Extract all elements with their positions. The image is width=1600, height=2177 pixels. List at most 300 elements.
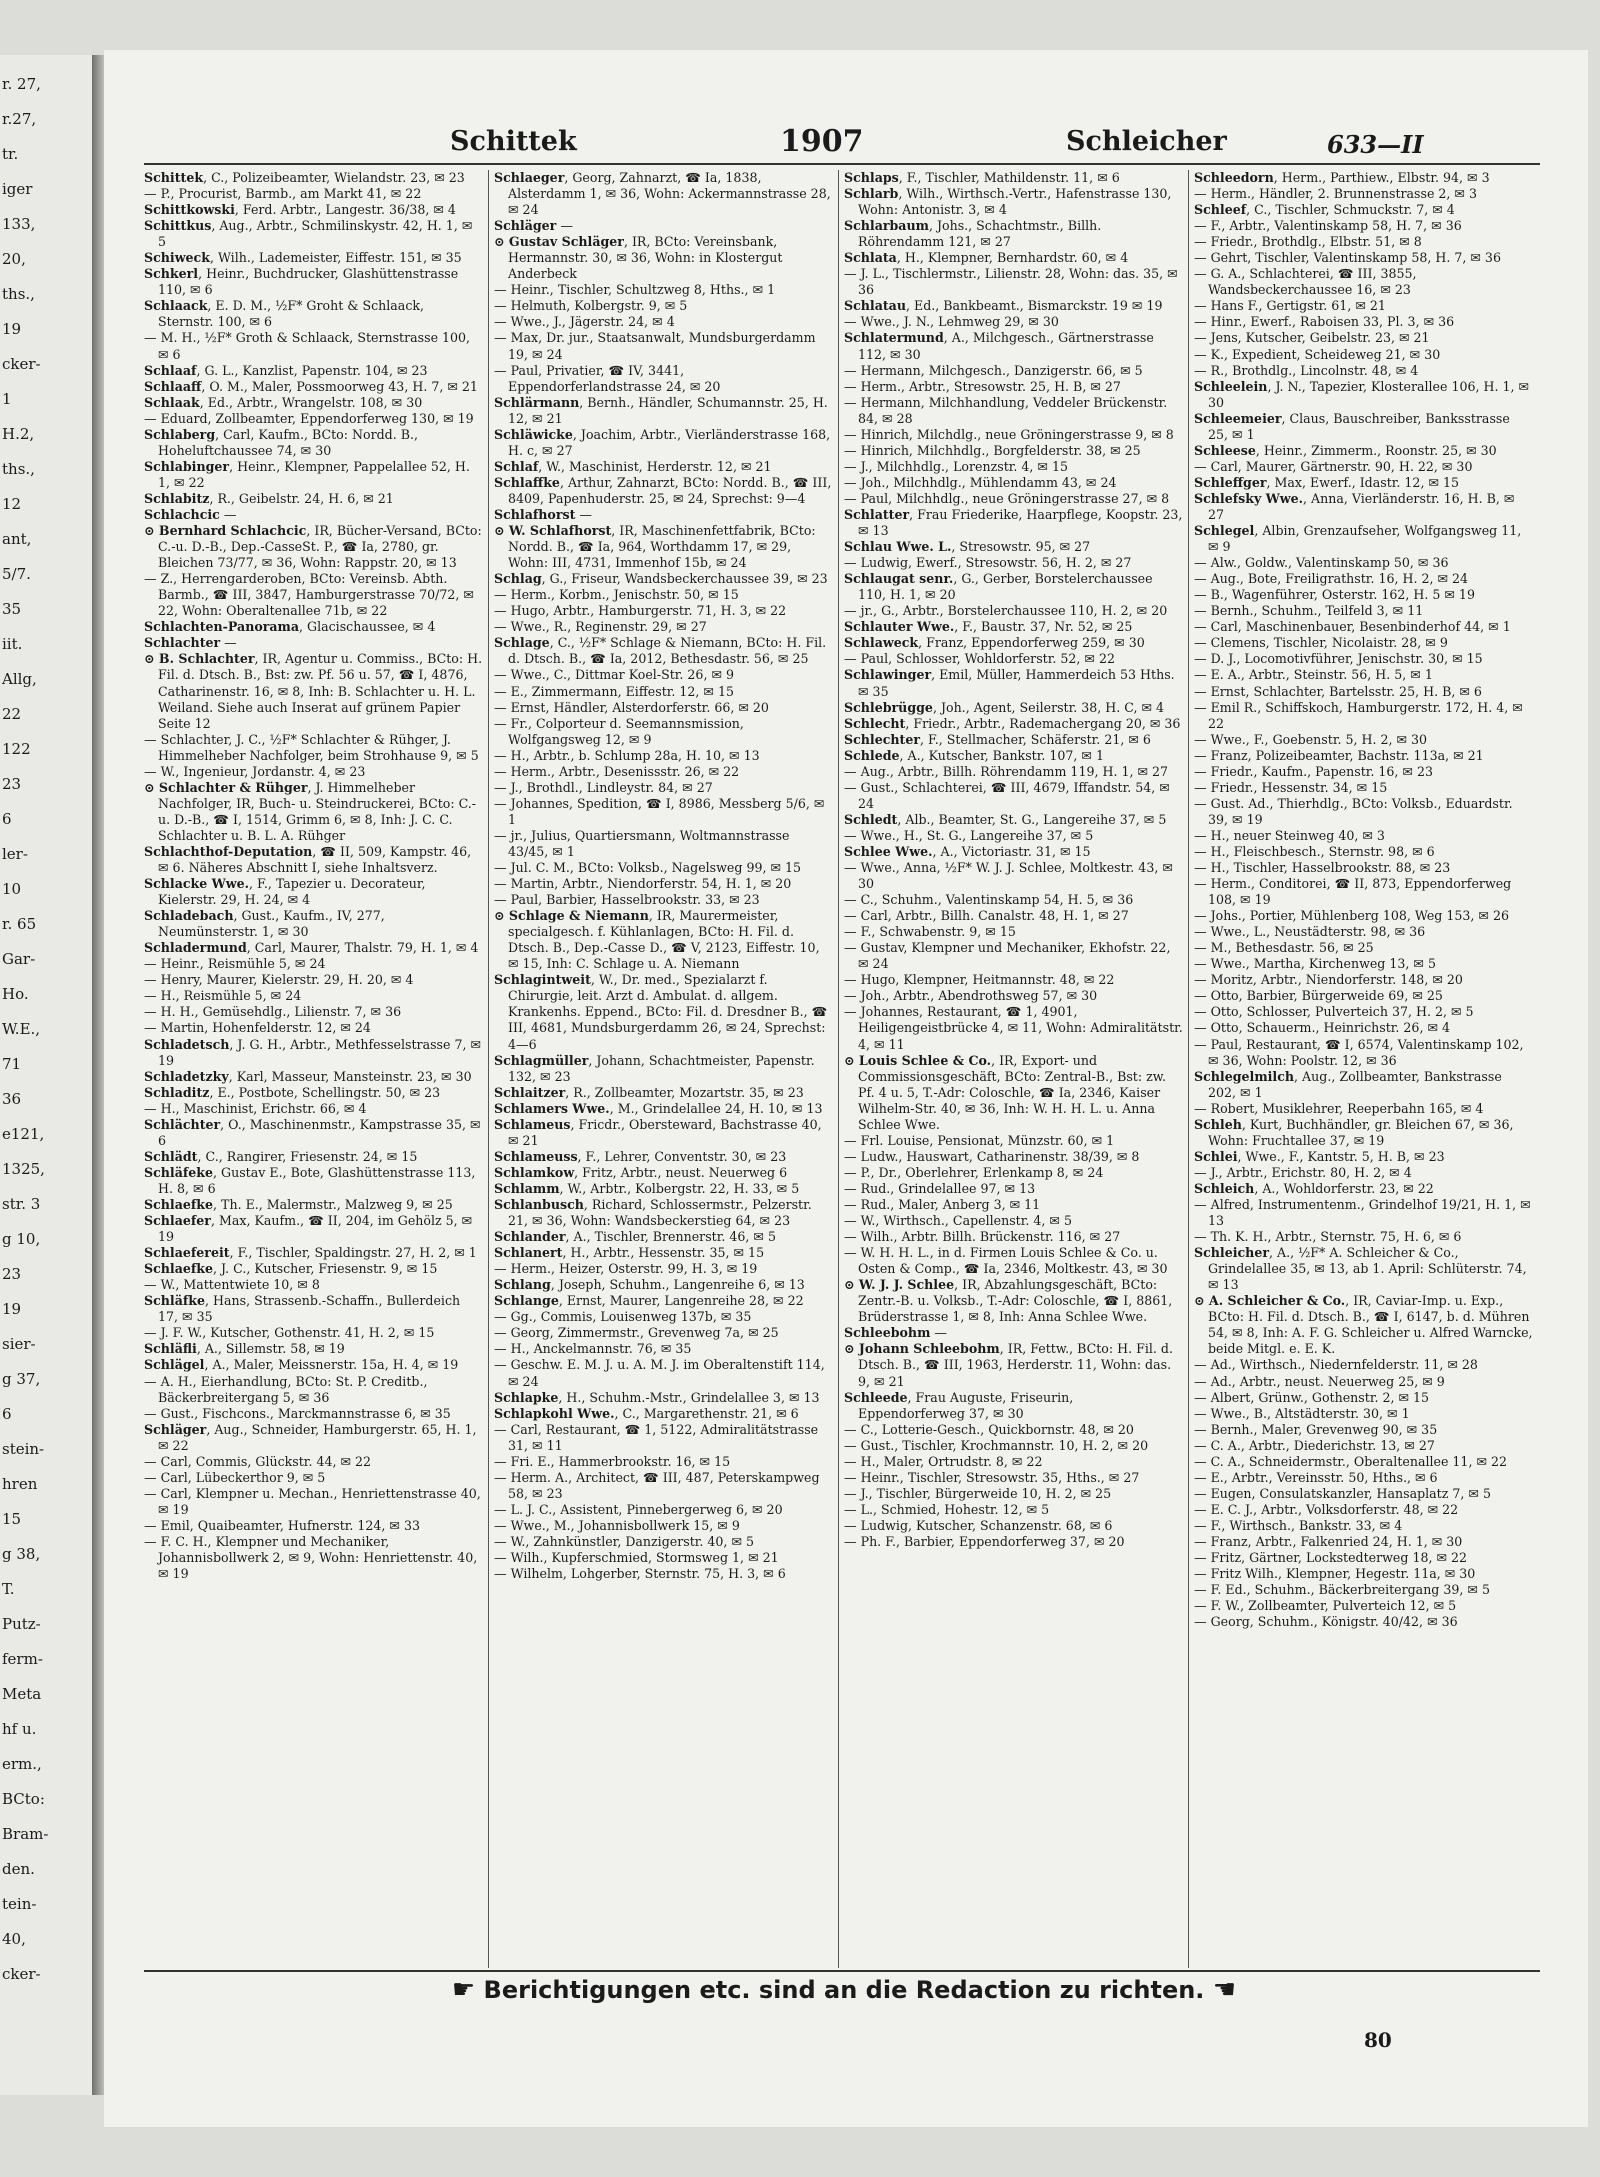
- directory-entry: — Herm., Händler, 2. Brunnenstrasse 2, ✉ 3: [1194, 186, 1478, 202]
- directory-entry: — Carl, Restaurant, ☎ 1, 5122, Admiralitätstrasse 31, ✉ 11: [494, 1421, 819, 1453]
- directory-entry: — C. A., Arbtr., Diederichstr. 13, ✉ 27: [1194, 1437, 1435, 1453]
- directory-entry: — Emil R., Schiffskoch, Hamburgerstr. 172, H. 4, ✉ 22: [1194, 699, 1523, 731]
- directory-entry: — Friedr., Brothdlg., Elbstr. 51, ✉ 8: [1194, 234, 1422, 250]
- directory-entry: Schladebach, Gust., Kaufm., IV, 277, Neumünsterstr. 1, ✉ 30: [144, 908, 385, 940]
- directory-entry: — C., Lotterie-Gesch., Quickbornstr. 48, ✉ 20: [844, 1421, 1134, 1437]
- pointing-hand-left-icon: ☛: [451, 1975, 476, 2005]
- left-page-text-fragment: r.27,: [2, 110, 37, 128]
- left-page-text-fragment: H.2,: [2, 425, 35, 443]
- directory-entry: Schlee Wwe., A., Victoriastr. 31, ✉ 15: [844, 843, 1091, 859]
- left-page-text-fragment: ths.,: [2, 460, 35, 478]
- directory-entry: — Herm., Heizer, Osterstr. 99, H. 3, ✉ 19: [494, 1261, 758, 1277]
- directory-entry: Schlegel, Albin, Grenzaufseher, Wolfgangsweg 11, ✉ 9: [1194, 523, 1522, 555]
- left-page-text-fragment: 40,: [2, 1930, 26, 1948]
- left-page-text-fragment: tein-: [2, 1895, 37, 1913]
- left-page-text-fragment: den.: [2, 1860, 35, 1878]
- directory-entry: ⊙ W. Schlafhorst, IR, Maschinenfettfabrik, BCto: Nordd. B., ☎ Ia, 964, Worthdamm 17, ✉ 29, Wohn: III, 4731, Immenhof 15b, ✉ 24: [494, 523, 816, 571]
- directory-entry: — D. J., Locomotivführer, Jenischstr. 30, ✉ 15: [1194, 651, 1483, 667]
- directory-entry: — Henry, Maurer, Kielerstr. 29, H. 20, ✉ 4: [144, 972, 414, 988]
- directory-entry: — Gust., Fischcons., Marckmannstrasse 6, ✉ 35: [144, 1405, 451, 1421]
- directory-entry: Schleemeier, Claus, Bauschreiber, Banksstrasse 25, ✉ 1: [1194, 410, 1510, 442]
- directory-entry: — A. H., Eierhandlung, BCto: St. P. Creditb., Bäckerbreitergang 5, ✉ 36: [144, 1373, 428, 1405]
- directory-entry: — M. H., ½F* Groth & Schlaack, Sternstrasse 100, ✉ 6: [144, 330, 471, 362]
- directory-entry: — Otto, Schauerm., Heinrichstr. 26, ✉ 4: [1194, 1020, 1451, 1036]
- directory-entry: Schleese, Heinr., Zimmerm., Roonstr. 25, ✉ 30: [1194, 442, 1497, 458]
- left-page-text-fragment: cker-: [2, 355, 41, 373]
- directory-entry: — H., Tischler, Hasselbrookstr. 88, ✉ 23: [1194, 860, 1451, 876]
- directory-entry: Schlädt, C., Rangirer, Friesenstr. 24, ✉ 15: [144, 1148, 418, 1164]
- directory-entry: — Schlachter, J. C., ½F* Schlachter & Rühger, J. Himmelheber Nachfolger, beim Strohhause 9, ✉ 5: [144, 731, 479, 763]
- directory-entry: — F. W., Zollbeamter, Pulverteich 12, ✉ 5: [1194, 1598, 1457, 1614]
- directory-entry: — L. J. C., Assistent, Pinnebergerweg 6, ✉ 20: [494, 1501, 783, 1517]
- directory-entry: Schlächter, O., Maschinenmstr., Kampstrasse 35, ✉ 6: [144, 1116, 481, 1148]
- directory-entry: — Hugo, Arbtr., Hamburgerstr. 71, H. 3, ✉ 22: [494, 603, 787, 619]
- left-page-text-fragment: 122: [2, 740, 31, 758]
- directory-entry: — H., Reismühle 5, ✉ 24: [144, 988, 302, 1004]
- directory-entry: — Herm., Arbtr., Desenissstr. 26, ✉ 22: [494, 763, 740, 779]
- directory-entry: — Heinr., Tischler, Schultzweg 8, Hths., ✉ 1: [494, 282, 776, 298]
- left-page-text-fragment: g 37,: [2, 1370, 41, 1388]
- directory-entry: Schläfli, A., Sillemstr. 58, ✉ 19: [144, 1341, 345, 1357]
- directory-entry: — Wwe., C., Dittmar Koel-Str. 26, ✉ 9: [494, 667, 735, 683]
- directory-entry: Schittkus, Aug., Arbtr., Schmilinskystr. 42, H. 1, ✉ 5: [144, 218, 473, 250]
- directory-entry: Schlameus, Fricdr., Obersteward, Bachstrasse 40, ✉ 21: [494, 1116, 822, 1148]
- left-page-text-fragment: 133,: [2, 215, 36, 233]
- directory-entry: — Rud., Grindelallee 97, ✉ 13: [844, 1180, 1036, 1196]
- left-page-text-fragment: Bram-: [2, 1825, 49, 1843]
- directory-entry: Schlaberg, Carl, Kaufm., BCto: Nordd. B., Hoheluftchaussee 74, ✉ 30: [144, 426, 418, 458]
- directory-entry: — Fritz, Gärtner, Lockstedterweg 18, ✉ 22: [1194, 1550, 1468, 1566]
- directory-entry: Schlaitzer, R., Zollbeamter, Mozartstr. 35, ✉ 23: [494, 1084, 804, 1100]
- directory-entry: — Johs., Portier, Mühlenberg 108, Weg 153, ✉ 26: [1194, 908, 1509, 924]
- directory-entry: Schläwicke, Joachim, Arbtr., Vierländerstrasse 168, H. c, ✉ 27: [494, 426, 831, 458]
- column-divider: [838, 170, 839, 1968]
- column-divider: [488, 170, 489, 1968]
- directory-entry: — Emil, Quaibeamter, Hufnerstr. 124, ✉ 33: [144, 1517, 421, 1533]
- directory-entry: Schlanbusch, Richard, Schlossermstr., Pelzerstr. 21, ✉ 36, Wohn: Wandsbeckerstieg 64, ✉ 23: [494, 1197, 812, 1229]
- directory-entry: — Herm., Arbtr., Stresowstr. 25, H. B, ✉ 27: [844, 378, 1121, 394]
- book-gutter: [92, 55, 104, 2095]
- directory-entry: Schlatermund, A., Milchgesch., Gärtnerstrasse 112, ✉ 30: [844, 330, 1154, 362]
- directory-entry: Schlaefer, Max, Kaufm., ☎ II, 204, im Gehölz 5, ✉ 19: [144, 1213, 473, 1245]
- directory-entry: — Heinr., Reismühle 5, ✉ 24: [144, 956, 326, 972]
- left-page-text-fragment: iit.: [2, 635, 23, 653]
- directory-entry: Schledt, Alb., Beamter, St. G., Langereihe 37, ✉ 5: [844, 811, 1167, 827]
- directory-entry: — G. A., Schlachterei, ☎ III, 3855, Wandsbeckerchaussee 16, ✉ 23: [1194, 266, 1417, 298]
- directory-entry: — Paul, Restaurant, ☎ I, 6574, Valentinskamp 102, ✉ 36, Wohn: Poolstr. 12, ✉ 36: [1194, 1036, 1524, 1068]
- directory-entry: — Clemens, Tischler, Nicolaistr. 28, ✉ 9: [1194, 635, 1448, 651]
- directory-entry: — Joh., Arbtr., Abendrothsweg 57, ✉ 30: [844, 988, 1098, 1004]
- header-year: 1907: [780, 124, 864, 159]
- directory-entry: — Wwe., Martha, Kirchenweg 13, ✉ 5: [1194, 956, 1436, 972]
- directory-entry: — Fri. E., Hammerbrookstr. 16, ✉ 15: [494, 1453, 731, 1469]
- directory-entry: Schlaugat senr., G., Gerber, Borstelerchaussee 110, H. 1, ✉ 20: [844, 571, 1153, 603]
- directory-entry: — H., Maler, Ortrudstr. 8, ✉ 22: [844, 1453, 1043, 1469]
- directory-entry: — Otto, Schlosser, Pulverteich 37, H. 2, ✉ 5: [1194, 1004, 1474, 1020]
- directory-entry: — Carl, Commis, Glückstr. 44, ✉ 22: [144, 1453, 372, 1469]
- directory-entry: — Wwe., B., Altstädterstr. 30, ✉ 1: [1194, 1405, 1410, 1421]
- directory-entry: — E., Zimmermann, Eiffestr. 12, ✉ 15: [494, 683, 735, 699]
- directory-entry: — Herm., Korbm., Jenischstr. 50, ✉ 15: [494, 587, 739, 603]
- header-rule: [144, 163, 1540, 165]
- directory-entry: Schleebohm —: [844, 1325, 948, 1341]
- left-page-text-fragment: Meta: [2, 1685, 42, 1703]
- directory-entry: — J. F. W., Kutscher, Gothenstr. 41, H. 2, ✉ 15: [144, 1325, 435, 1341]
- directory-entry: — Georg, Schuhm., Königstr. 40/42, ✉ 36: [1194, 1614, 1458, 1630]
- left-page-text-fragment: ant,: [2, 530, 32, 548]
- left-page-text-fragment: BCto:: [2, 1790, 45, 1808]
- directory-entry: — Geschw. E. M. J. u. A. M. J. im Oberaltenstift 114, ✉ 24: [494, 1357, 825, 1389]
- directory-entry: Schlaaff, O. M., Maler, Possmoorweg 43, H. 7, ✉ 21: [144, 378, 478, 394]
- directory-entry: — Wwe., H., St. G., Langereihe 37, ✉ 5: [844, 827, 1094, 843]
- directory-entry: — H., Maschinist, Erichstr. 66, ✉ 4: [144, 1100, 367, 1116]
- directory-entry: Schlachcic —: [144, 506, 237, 522]
- directory-entry: — Moritz, Arbtr., Niendorferstr. 148, ✉ 20: [1194, 972, 1463, 988]
- directory-entry: Schlacke Wwe., F., Tapezier u. Decorateur, Kielerstr. 29, H. 24, ✉ 4: [144, 876, 426, 908]
- directory-entry: — H. H., Gemüsehdlg., Lilienstr. 7, ✉ 36: [144, 1004, 402, 1020]
- directory-entry: Schlarb, Wilh., Wirthsch.-Vertr., Hafenstrasse 130, Wohn: Antonistr. 3, ✉ 4: [844, 186, 1172, 218]
- directory-entry: Schlapke, H., Schuhm.-Mstr., Grindelallee 3, ✉ 13: [494, 1389, 820, 1405]
- directory-entry: — B., Wagenführer, Osterstr. 162, H. 5 ✉ 19: [1194, 587, 1475, 603]
- left-page-text-fragment: cker-: [2, 1965, 41, 1983]
- directory-entry: ⊙ Bernhard Schlachcic, IR, Bücher-Versand, BCto: C.-u. D.-B., Dep.-CasseSt. P., ☎ Ia, 2780, gr. Bleichen 73/77, ✉ 36, Wohn: Rappstr. 20, ✉ 13: [144, 523, 482, 571]
- directory-page: [104, 50, 1588, 2127]
- directory-entry: Schlecht, Friedr., Arbtr., Rademachergang 20, ✉ 36: [844, 715, 1181, 731]
- directory-entry: — J., Brothdl., Lindleystr. 84, ✉ 27: [494, 779, 713, 795]
- directory-entry: — J., Arbtr., Erichstr. 80, H. 2, ✉ 4: [1194, 1164, 1412, 1180]
- directory-entry: Schlag, G., Friseur, Wandsbeckerchaussee 39, ✉ 23: [494, 571, 828, 587]
- page-header: [104, 120, 1588, 160]
- left-page-text-fragment: hf u.: [2, 1720, 37, 1738]
- directory-entry: Schkerl, Heinr., Buchdrucker, Glashüttenstrasse 110, ✉ 6: [144, 266, 459, 298]
- left-page-text-fragment: ferm-: [2, 1650, 43, 1668]
- directory-entry: Schlaf, W., Maschinist, Herderstr. 12, ✉ 21: [494, 458, 772, 474]
- header-last-entry: Schleicher: [1066, 126, 1227, 157]
- directory-entry: Schläfeke, Gustav E., Bote, Glashüttenstrasse 113, H. 8, ✉ 6: [144, 1164, 476, 1196]
- directory-entry: Schittek, C., Polizeibeamter, Wielandstr. 23, ✉ 23: [144, 170, 465, 185]
- footer-notice: Berichtigungen etc. sind an die Redaction zu richten.: [483, 1976, 1205, 2004]
- directory-entry: Schlapkohl Wwe., C., Margarethenstr. 21, ✉ 6: [494, 1405, 799, 1421]
- directory-entry: — Jul. C. M., BCto: Volksb., Nagelsweg 99, ✉ 15: [494, 860, 802, 876]
- directory-entry: — F. C. H., Klempner und Mechaniker, Johannisbollwerk 2, ✉ 9, Wohn: Henriettenstr. 40, ✉ 19: [144, 1533, 478, 1582]
- directory-entry: — Heinr., Tischler, Stresowstr. 35, Hths., ✉ 27: [844, 1469, 1140, 1485]
- directory-entry: — Bernh., Schuhm., Teilfeld 3, ✉ 11: [1194, 603, 1424, 619]
- directory-entry: Schiweck, Wilh., Lademeister, Eiffestr. 151, ✉ 35: [144, 250, 462, 266]
- left-page-text-fragment: sier-: [2, 1335, 36, 1353]
- left-page-text-fragment: 35: [2, 600, 22, 618]
- directory-entry: — J., Milchhdlg., Lorenzstr. 4, ✉ 15: [844, 458, 1068, 474]
- directory-entry: — Alfred, Instrumentenm., Grindelhof 19/21, H. 1, ✉ 13: [1194, 1197, 1531, 1229]
- directory-entry: — Gg., Commis, Louisenweg 137b, ✉ 35: [494, 1309, 752, 1325]
- directory-entry: Schlata, H., Klempner, Bernhardstr. 60, ✉ 4: [844, 250, 1129, 266]
- left-page-text-fragment: 15: [2, 1510, 22, 1528]
- directory-entry: — Ludwig, Kutscher, Schanzenstr. 68, ✉ 6: [844, 1517, 1113, 1533]
- left-page-fragment: [0, 55, 95, 2095]
- directory-entry: — R., Brothdlg., Lincolnstr. 48, ✉ 4: [1194, 362, 1419, 378]
- left-page-text-fragment: iger: [2, 180, 33, 198]
- directory-entry: Schlaefereit, F., Tischler, Spaldingstr. 27, H. 2, ✉ 1: [144, 1245, 477, 1261]
- directory-entry: — Ernst, Händler, Alsterdorferstr. 66, ✉ 20: [494, 699, 769, 715]
- directory-entry: Schläger, Aug., Schneider, Hamburgerstr. 65, H. 1, ✉ 22: [144, 1421, 477, 1453]
- directory-entry: — Ludw., Hauswart, Catharinenstr. 38/39, ✉ 8: [844, 1148, 1140, 1164]
- directory-entry: ⊙ B. Schlachter, IR, Agentur u. Commiss., BCto: H. Fil. d. Dtsch. B., Bst: zw. Pf. 56 u. 57, ☎ I, 4876, Catharinenstr. 16, ✉ 8, Inh: B. Schlachter u. H. L. Weiland. Siehe auch Inserat auf grünem Papier Seite 12: [144, 651, 483, 731]
- directory-entry: — Franz, Polizeibeamter, Bachstr. 113a, ✉ 21: [1194, 747, 1484, 763]
- directory-entry: — Rud., Maler, Anberg 3, ✉ 11: [844, 1197, 1041, 1212]
- directory-entry: — Eduard, Zollbeamter, Eppendorferweg 130, ✉ 19: [144, 410, 474, 426]
- directory-entry: — Wwe., J. N., Lehmweg 29, ✉ 30: [844, 314, 1059, 330]
- directory-entry: — F. Ed., Schuhm., Bäckerbreitergang 39, ✉ 5: [1194, 1582, 1490, 1598]
- directory-entry: — Aug., Bote, Freiligrathstr. 16, H. 2, ✉ 24: [1194, 571, 1469, 587]
- directory-entry: Schlawinger, Emil, Müller, Hammerdeich 53 Hths. ✉ 35: [844, 667, 1175, 699]
- directory-entry: — Carl, Maschinenbauer, Besenbinderhof 44, ✉ 1: [1194, 619, 1511, 635]
- left-page-text-fragment: 23: [2, 1265, 22, 1283]
- directory-entry: — E., Arbtr., Vereinsstr. 50, Hths., ✉ 6: [1194, 1469, 1438, 1485]
- directory-entry: — Ernst, Schlachter, Bartelsstr. 25, H. B, ✉ 6: [1194, 683, 1482, 699]
- directory-entry: — F., Schwabenstr. 9, ✉ 15: [844, 924, 1016, 940]
- footer-rule: [144, 1970, 1540, 1972]
- directory-entry: Schlaweck, Franz, Eppendorferweg 259, ✉ 30: [844, 635, 1145, 651]
- directory-entry: Schlange, Ernst, Maurer, Langenreihe 28, ✉ 22: [494, 1293, 804, 1309]
- directory-entry: — Friedr., Hessenstr. 34, ✉ 15: [1194, 779, 1388, 795]
- left-page-text-fragment: 19: [2, 1300, 22, 1318]
- directory-entry: — Wilh., Arbtr. Billh. Brückenstr. 116, ✉ 27: [844, 1229, 1121, 1245]
- directory-entry: — Aug., Arbtr., Billh. Röhrendamm 119, H. 1, ✉ 27: [844, 763, 1169, 779]
- directory-entry: — Bernh., Maler, Grevenweg 90, ✉ 35: [1194, 1421, 1438, 1437]
- left-page-text-fragment: ths.,: [2, 285, 35, 303]
- directory-entry: — Ad., Arbtr., neust. Neuerweg 25, ✉ 9: [1194, 1373, 1445, 1389]
- directory-entry: ⊙ Schlage & Niemann, IR, Maurermeister, specialgesch. f. Kühlanlagen, BCto: H. Fil. d. Dtsch. B., Dep.-Casse D., ☎ V, 2123, Eiffestr. 10, ✉ 15, Inh: C. Schlage u. A. Niemann: [494, 908, 820, 972]
- directory-entry: Schlaaf, G. L., Kanzlist, Papenstr. 104, ✉ 23: [144, 362, 428, 378]
- directory-entry: — W., Zahnkünstler, Danzigerstr. 40, ✉ 5: [494, 1533, 755, 1549]
- directory-entry: — Frl. Louise, Pensionat, Münzstr. 60, ✉ 1: [844, 1132, 1115, 1148]
- directory-entry: — Helmuth, Kolbergstr. 9, ✉ 5: [494, 298, 688, 314]
- directory-entry: — Carl, Lübeckerthor 9, ✉ 5: [144, 1469, 326, 1485]
- directory-entry: Schlegelmilch, Aug., Zollbeamter, Bankstrasse 202, ✉ 1: [1194, 1068, 1502, 1100]
- directory-entry: Schleh, Kurt, Buchhändler, gr. Bleichen 67, ✉ 36, Wohn: Fruchtallee 37, ✉ 19: [1194, 1116, 1514, 1148]
- directory-entry: — Martin, Hohenfelderstr. 12, ✉ 24: [144, 1020, 371, 1036]
- directory-entry: ⊙ Schlachter & Rühger, J. Himmelheber Nachfolger, IR, Buch- u. Steindruckerei, BCto: C.-u. D.-B., ☎ I, 1514, Grimm 6, ✉ 8, Inh: J. C. C. Schlachter u. B. L. A. Rühger: [144, 779, 477, 843]
- directory-entry: Schleef, C., Tischler, Schmuckstr. 7, ✉ 4: [1194, 202, 1455, 218]
- left-page-text-fragment: 71: [2, 1055, 22, 1073]
- directory-entry: — Wilh., Kupferschmied, Stormsweg 1, ✉ 21: [494, 1550, 779, 1566]
- directory-entry: — Franz, Arbtr., Falkenried 24, H. 1, ✉ 30: [1194, 1533, 1463, 1549]
- directory-entry: Schlang, Joseph, Schuhm., Langenreihe 6, ✉ 13: [494, 1277, 805, 1293]
- directory-entry: Schlarbaum, Johs., Schachtmstr., Billh. Röhrendamm 121, ✉ 27: [844, 218, 1102, 250]
- directory-entry: — L., Schmied, Hohestr. 12, ✉ 5: [844, 1501, 1050, 1517]
- left-page-text-fragment: 10: [2, 880, 22, 898]
- directory-entry: — Gust., Schlachterei, ☎ III, 4679, Iffandstr. 54, ✉ 24: [844, 779, 1170, 811]
- directory-entry: Schlanert, H., Arbtr., Hessenstr. 35, ✉ 15: [494, 1245, 765, 1261]
- directory-entry: — W., Mattentwiete 10, ✉ 8: [144, 1277, 320, 1293]
- directory-entry: — Jens, Kutscher, Geibelstr. 23, ✉ 21: [1194, 330, 1430, 346]
- directory-entry: Schlamm, W., Arbtr., Kolbergstr. 22, H. 33, ✉ 5: [494, 1180, 800, 1196]
- directory-entry: Schlaefke, Th. E., Malermstr., Malzweg 9, ✉ 25: [144, 1197, 453, 1212]
- directory-entry: — Carl, Klempner u. Mechan., Henriettenstrasse 40, ✉ 19: [144, 1485, 481, 1517]
- directory-entry: Schlatter, Frau Friederike, Haarpflege, Koopstr. 23, ✉ 13: [844, 506, 1183, 539]
- directory-entry: ⊙ A. Schleicher & Co., IR, Caviar-Imp. u. Exp., BCto: H. Fil. d. Dtsch. B., ☎ I, 6147, b. d. Mühren 54, ✉ 8, Inh: A. F. G. Schleicher u. Alfred Warncke, beide Mitgl. e. E. K.: [1194, 1293, 1533, 1357]
- left-page-text-fragment: r. 65: [2, 915, 37, 933]
- directory-entry: Schleede, Frau Auguste, Friseurin, Eppendorferweg 37, ✉ 30: [844, 1389, 1074, 1421]
- left-page-text-fragment: Gar-: [2, 950, 36, 968]
- directory-entry: Schlage, C., ½F* Schlage & Niemann, BCto: H. Fil. d. Dtsch. B., ☎ Ia, 2012, Bethesdastr. 56, ✉ 25: [494, 635, 827, 667]
- directory-entry: — J., Tischler, Bürgerweide 10, H. 2, ✉ 25: [844, 1485, 1112, 1501]
- column-3: [844, 170, 1183, 1968]
- directory-entry: — Joh., Milchhdlg., Mühlendamm 43, ✉ 24: [844, 474, 1117, 490]
- directory-entry: — Hinr., Ewerf., Raboisen 33, Pl. 3, ✉ 36: [1194, 314, 1455, 330]
- left-page-text-fragment: e121,: [2, 1125, 45, 1143]
- directory-entry: — Eugen, Consulatskanzler, Hansaplatz 7, ✉ 5: [1194, 1485, 1491, 1501]
- directory-entry: — F., Wirthsch., Bankstr. 33, ✉ 4: [1194, 1517, 1403, 1533]
- directory-entry: — Wwe., R., Reginenstr. 29, ✉ 27: [494, 619, 707, 635]
- directory-entry: — Max, Dr. jur., Staatsanwalt, Mundsburgerdamm 19, ✉ 24: [494, 330, 816, 362]
- directory-entry: — Wilhelm, Lohgerber, Sternstr. 75, H. 3, ✉ 6: [494, 1566, 786, 1582]
- directory-entry: — Gustav, Klempner und Mechaniker, Ekhofstr. 22, ✉ 24: [844, 940, 1171, 972]
- directory-entry: Schlaack, E. D. M., ½F* Groht & Schlaack, Sternstr. 100, ✉ 6: [144, 298, 425, 330]
- directory-entry: — Herm. A., Architect, ☎ III, 487, Peterskampweg 58, ✉ 23: [494, 1469, 820, 1501]
- left-page-text-fragment: hren: [2, 1475, 38, 1493]
- directory-entry: — Herm., Conditorei, ☎ II, 873, Eppendorferweg 108, ✉ 19: [1194, 876, 1512, 908]
- directory-entry: — Ludwig, Ewerf., Stresowstr. 56, H. 2, ✉ 27: [844, 555, 1132, 571]
- directory-entry: Schlechter, F., Stellmacher, Schäferstr. 21, ✉ 6: [844, 731, 1151, 747]
- directory-entry: Schlabinger, Heinr., Klempner, Pappelallee 52, H. 1, ✉ 22: [144, 458, 470, 490]
- directory-entry: — C., Schuhm., Valentinskamp 54, H. 5, ✉ 36: [844, 892, 1134, 908]
- directory-entry: — E. A., Arbtr., Steinstr. 56, H. 5, ✉ 1: [1194, 667, 1433, 683]
- directory-entry: Schlebrügge, Joh., Agent, Seilerstr. 38, H. C, ✉ 4: [844, 699, 1165, 715]
- directory-entry: Schleich, A., Wohldorferstr. 23, ✉ 22: [1194, 1180, 1434, 1196]
- directory-entry: — E. C. J., Arbtr., Volksdorferstr. 48, ✉ 22: [1194, 1501, 1459, 1517]
- directory-entry: Schlamers Wwe., M., Grindelallee 24, H. 10, ✉ 13: [494, 1100, 823, 1116]
- directory-entry: — Martin, Arbtr., Niendorferstr. 54, H. 1, ✉ 20: [494, 876, 792, 892]
- directory-entry: — jr., G., Arbtr., Borstelerchaussee 110, H. 2, ✉ 20: [844, 603, 1168, 619]
- directory-entry: — Ph. F., Barbier, Eppendorferweg 37, ✉ 20: [844, 1533, 1125, 1549]
- left-page-text-fragment: 23: [2, 775, 22, 793]
- directory-entry: — Z., Herrengarderoben, BCto: Vereinsb. Abth. Barmb., ☎ III, 3847, Hamburgerstrasse 70/72, ✉ 22, Wohn: Oberaltenallee 71b, ✉ 22: [144, 571, 474, 619]
- directory-entry: — Hermann, Milchgesch., Danzigerstr. 66, ✉ 5: [844, 362, 1143, 378]
- directory-entry: — Johannes, Spedition, ☎ I, 8986, Messberg 5/6, ✉ 1: [494, 795, 825, 827]
- directory-entry: — Johannes, Restaurant, ☎ 1, 4901, Heiligengeistbrücke 4, ✉ 11, Wohn: Admiralitätstr. 4, ✉ 11: [844, 1004, 1183, 1052]
- directory-entry: — K., Expedient, Scheideweg 21, ✉ 30: [1194, 346, 1441, 362]
- left-page-text-fragment: 1: [2, 390, 12, 408]
- directory-entry: Schlamkow, Fritz, Arbtr., neust. Neuerweg 6: [494, 1164, 788, 1180]
- directory-entry: Schlatau, Ed., Bankbeamt., Bismarckstr. 19 ✉ 19: [844, 298, 1163, 314]
- left-page-text-fragment: T.: [2, 1580, 15, 1598]
- left-page-text-fragment: r. 27,: [2, 75, 41, 93]
- directory-entry: — Hinrich, Milchhdlg., Borgfelderstr. 38, ✉ 25: [844, 442, 1141, 458]
- directory-entry: — F., Arbtr., Valentinskamp 58, H. 7, ✉ 36: [1194, 218, 1462, 234]
- directory-entry: Schlafhorst —: [494, 506, 592, 522]
- directory-entry: Schlameuss, F., Lehrer, Conventstr. 30, ✉ 23: [494, 1148, 787, 1164]
- directory-entry: — P., Procurist, Barmb., am Markt 41, ✉ 22: [144, 186, 422, 202]
- directory-entry: Schlagintweit, W., Dr. med., Spezialarzt f. Chirurgie, leit. Arzt d. Ambulat. d. allgem. Krankenhs. Eppend., BCto: Fil. d. Dresdner B., ☎ III, 4681, Mundsburgerdamm 26, ✉ 24, Sprechst: 4—6: [494, 972, 828, 1052]
- left-page-text-fragment: 22: [2, 705, 22, 723]
- directory-entry: Schlachten-Panorama, Glacischaussee, ✉ 4: [144, 619, 436, 635]
- left-page-text-fragment: 12: [2, 495, 22, 513]
- directory-entry: ⊙ W. J. J. Schlee, IR, Abzahlungsgeschäft, BCto: Zentr.-B. u. Volksb., T.-Adr: Coloschle, ☎ I, 8861, Brüderstrasse 1, ✉ 8, Inh: Anna Schlee Wwe.: [844, 1277, 1173, 1325]
- left-page-text-fragment: 36: [2, 1090, 22, 1108]
- left-page-text-fragment: Ho.: [2, 985, 29, 1003]
- directory-entry: — Hans F., Gertigstr. 61, ✉ 21: [1194, 298, 1386, 314]
- directory-entry: — Wwe., Anna, ½F* W. J. J. Schlee, Moltkestr. 43, ✉ 30: [844, 860, 1173, 892]
- directory-entry: Schläger —: [494, 218, 573, 234]
- directory-entry: — H., neuer Steinweg 40, ✉ 3: [1194, 827, 1385, 843]
- left-page-text-fragment: g 10,: [2, 1230, 41, 1248]
- directory-entry: Schlaefke, J. C., Kutscher, Friesenstr. 9, ✉ 15: [144, 1261, 438, 1277]
- column-divider: [1188, 170, 1189, 1968]
- directory-entry: — J. L., Tischlermstr., Lilienstr. 28, Wohn: das. 35, ✉ 36: [844, 266, 1178, 298]
- directory-entry: — Wwe., L., Neustädterstr. 98, ✉ 36: [1194, 924, 1426, 940]
- directory-entry: Schleicher, A., ½F* A. Schleicher & Co., Grindelallee 35, ✉ 13, ab 1. April: Schlüterstr. 74, ✉ 13: [1194, 1245, 1527, 1293]
- directory-entry: — Wwe., F., Goebenstr. 5, H. 2, ✉ 30: [1194, 731, 1428, 747]
- directory-entry: — H., Fleischbesch., Sternstr. 98, ✉ 6: [1194, 843, 1435, 859]
- left-page-text-fragment: Putz-: [2, 1615, 41, 1633]
- bottom-page-number: 80: [1364, 2028, 1392, 2052]
- directory-entry: Schlaak, Ed., Arbtr., Wrangelstr. 108, ✉ 30: [144, 394, 423, 410]
- directory-entry: Schlachter —: [144, 635, 237, 651]
- directory-entry: — Paul, Milchhdlg., neue Gröningerstrasse 27, ✉ 8: [844, 490, 1170, 506]
- directory-entry: — Alw., Goldw., Valentinskamp 50, ✉ 36: [1194, 555, 1449, 571]
- directory-entry: — Ad., Wirthsch., Niedernfelderstr. 11, ✉ 28: [1194, 1357, 1478, 1373]
- directory-entry: — Gust. Ad., Thierhdlg., BCto: Volksb., Eduardstr. 39, ✉ 19: [1194, 795, 1513, 827]
- footer-notice-line: [144, 1975, 1544, 2005]
- header-first-entry: Schittek: [450, 126, 577, 157]
- left-page-text-fragment: 1325,: [2, 1160, 45, 1178]
- directory-entry: — Fr., Colporteur d. Seemannsmission, Wolfgangsweg 12, ✉ 9: [494, 715, 744, 747]
- directory-entry: — Georg, Zimmermstr., Grevenweg 7a, ✉ 25: [494, 1325, 779, 1341]
- directory-entry: Schlau Wwe. L., Stresowstr. 95, ✉ 27: [844, 539, 1091, 555]
- directory-entry: — Albert, Grünw., Gothenstr. 2, ✉ 15: [1194, 1389, 1430, 1405]
- directory-entry: Schlefsky Wwe., Anna, Vierländerstr. 16, H. B, ✉ 27: [1194, 490, 1515, 522]
- directory-entry: — Fritz Wilh., Klempner, Hegestr. 11a, ✉ 30: [1194, 1566, 1476, 1582]
- header-page-number: 633—II: [1327, 130, 1424, 159]
- directory-columns: [144, 170, 1544, 1968]
- left-page-text-fragment: str. 3: [2, 1195, 41, 1213]
- directory-entry: — Th. K. H., Arbtr., Sternstr. 75, H. 6, ✉ 6: [1194, 1229, 1462, 1245]
- directory-entry: Schlaffke, Arthur, Zahnarzt, BCto: Nordd. B., ☎ III, 8409, Papenhuderstr. 25, ✉ 24, Sprechst: 9—4: [494, 474, 832, 506]
- directory-entry: Schladetzky, Karl, Masseur, Mansteinstr. 23, ✉ 30: [144, 1068, 472, 1084]
- left-page-text-fragment: stein-: [2, 1440, 45, 1458]
- column-1: [144, 170, 483, 1968]
- directory-entry: Schladetsch, J. G. H., Arbtr., Methfesselstrasse 7, ✉ 19: [144, 1036, 482, 1068]
- pointing-hand-right-icon: ☚: [1212, 1975, 1237, 2005]
- directory-entry: ⊙ Johann Schleebohm, IR, Fettw., BCto: H. Fil. d. Dtsch. B., ☎ III, 1963, Herderstr. 11, Wohn: das. 9, ✉ 21: [844, 1341, 1173, 1389]
- directory-entry: Schlägel, A., Maler, Meissnerstr. 15a, H. 4, ✉ 19: [144, 1357, 459, 1373]
- directory-entry: — W., Wirthsch., Capellenstr. 4, ✉ 5: [844, 1213, 1072, 1229]
- directory-entry: Schittkowski, Ferd. Arbtr., Langestr. 36/38, ✉ 4: [144, 202, 456, 218]
- directory-entry: Schladermund, Carl, Maurer, Thalstr. 79, H. 1, ✉ 4: [144, 940, 479, 956]
- directory-entry: ⊙ Gustav Schläger, IR, BCto: Vereinsbank, Hermannstr. 30, ✉ 36, Wohn: in Klostergut Anderbeck: [494, 234, 783, 282]
- directory-entry: — Carl, Maurer, Gärtnerstr. 90, H. 22, ✉ 30: [1194, 458, 1473, 474]
- left-page-text-fragment: 19: [2, 320, 22, 338]
- directory-entry: — C. A., Schneidermstr., Oberaltenallee 11, ✉ 22: [1194, 1453, 1508, 1469]
- directory-entry: Schlaps, F., Tischler, Mathildenstr. 11, ✉ 6: [844, 170, 1120, 185]
- directory-entry: ⊙ Louis Schlee & Co., IR, Export- und Commissionsgeschäft, BCto: Zentral-B., Bst: zw. Pf. 4 u. 5, T.-Adr: Coloschle, ☎ Ia, 2346, Kaiser Wilhelm-Str. 40, ✉ 36, Inh: W. H. H. L. u. Anna Schlee Wwe.: [844, 1052, 1167, 1132]
- directory-entry: — W. H. H. L., in d. Firmen Louis Schlee & Co. u. Osten & Comp., ☎ Ia, 2346, Moltkestr. 43, ✉ 30: [844, 1245, 1168, 1277]
- left-page-text-fragment: ler-: [2, 845, 28, 863]
- directory-entry: Schlauter Wwe., F., Baustr. 37, Nr. 52, ✉ 25: [844, 619, 1133, 635]
- left-page-text-fragment: Allg,: [2, 670, 37, 688]
- column-4: [1194, 170, 1533, 1968]
- left-page-text-fragment: 6: [2, 1405, 12, 1423]
- directory-entry: — Hermann, Milchhandlung, Veddeler Brückenstr. 84, ✉ 28: [844, 394, 1168, 426]
- directory-entry: — W., Ingenieur, Jordanstr. 4, ✉ 23: [144, 763, 366, 779]
- directory-entry: — H., Anckelmannstr. 76, ✉ 35: [494, 1341, 692, 1357]
- directory-entry: — Hinrich, Milchdlg., neue Gröningerstrasse 9, ✉ 8: [844, 426, 1174, 442]
- directory-entry: Schleedorn, Herm., Parthiew., Elbstr. 94, ✉ 3: [1194, 170, 1490, 185]
- directory-entry: — Paul, Privatier, ☎ IV, 3441, Eppendorferlandstrasse 24, ✉ 20: [494, 362, 721, 394]
- left-page-text-fragment: 5/7.: [2, 565, 31, 583]
- directory-entry: — jr., Julius, Quartiersmann, Woltmannstrasse 43/45, ✉ 1: [494, 827, 790, 859]
- directory-entry: — Wwe., M., Johannisbollwerk 15, ✉ 9: [494, 1517, 740, 1533]
